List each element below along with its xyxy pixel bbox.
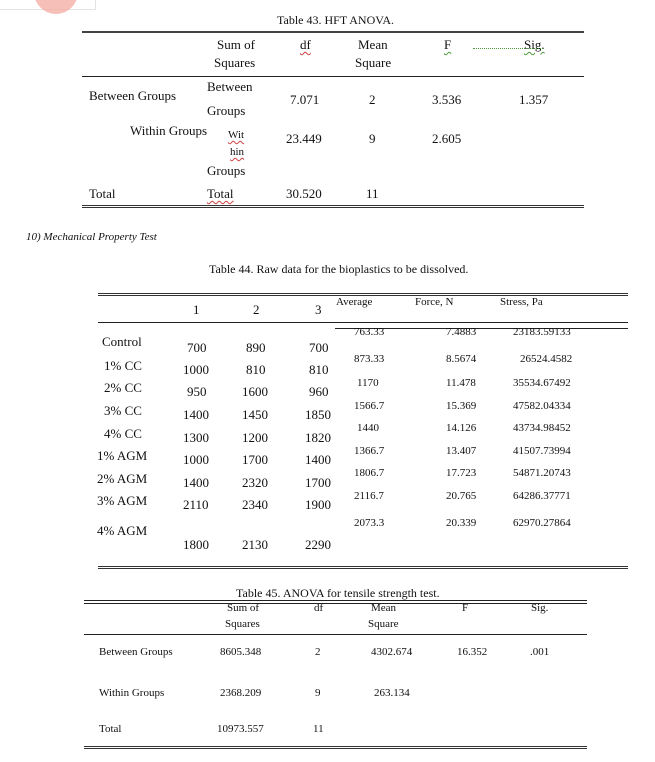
t44-header-1: 1 xyxy=(193,302,200,317)
t45-header-df: df xyxy=(314,602,324,614)
t44-cell-average: 1566.7 xyxy=(354,400,385,412)
t45-header-mean-l1: Mean xyxy=(371,602,397,614)
t44-cell-average: 2073.3 xyxy=(354,517,385,529)
t45-between-df: 2 xyxy=(315,646,321,658)
t45-total-label: Total xyxy=(99,723,122,735)
t44-row-label: 3% AGM xyxy=(97,493,148,508)
t45-within-df: 9 xyxy=(315,687,321,699)
t44-cell-c2: 1450 xyxy=(242,407,268,422)
t44-row-label: 3% CC xyxy=(104,403,142,418)
t43-within-df: 9 xyxy=(369,131,376,146)
t45-within-sum: 2368.209 xyxy=(220,687,262,699)
t43-header-f: F xyxy=(444,37,452,52)
t43-between-f: 1.357 xyxy=(519,92,549,107)
t44-cell-c3: 960 xyxy=(309,384,329,399)
t44-row-label: 2% AGM xyxy=(97,471,148,486)
t45-between-sig: .001 xyxy=(530,646,550,658)
t43-header-sig: Sig. xyxy=(524,37,545,52)
t43-between-sub2: Groups xyxy=(207,103,246,118)
t44-row-label: 4% CC xyxy=(104,426,142,441)
t44-cell-c1: 1800 xyxy=(183,537,209,552)
t43-within-sub2: hin xyxy=(230,146,245,158)
t43-header-sum-l2: Squares xyxy=(214,55,256,70)
t44-cell-c1: 1400 xyxy=(183,475,209,490)
t44-header-average: Average xyxy=(336,296,373,308)
t44-cell-c2: 1200 xyxy=(242,430,268,445)
table45-top-rule-a xyxy=(84,600,587,601)
t44-cell-c2: 810 xyxy=(246,362,266,377)
t44-cell-c1: 950 xyxy=(187,384,207,399)
t45-within-mean: 263.134 xyxy=(374,687,410,699)
t44-cell-average: 1440 xyxy=(357,422,379,434)
t43-header-sum-l1: Sum of xyxy=(217,37,255,52)
t43-between-sub1: Between xyxy=(207,79,253,94)
t44-cell-force: 20.765 xyxy=(446,490,477,502)
t43-within-sum: 23.449 xyxy=(286,131,322,146)
t44-cell-c3: 1900 xyxy=(305,497,331,512)
t44-cell-force: 17.723 xyxy=(446,467,477,479)
t43-between-sum: 7.071 xyxy=(290,92,320,107)
table44-bottom-rule xyxy=(98,566,628,569)
t43-within-label: Within Groups xyxy=(130,123,208,138)
t43-header-mean-l1: Mean xyxy=(358,37,388,52)
t44-row-label: Control xyxy=(102,334,142,349)
t44-row-label: 4% AGM xyxy=(97,523,148,538)
t44-cell-c3: 1820 xyxy=(305,430,331,445)
t45-between-mean: 4302.674 xyxy=(371,646,413,658)
t44-cell-force: 20.339 xyxy=(446,517,477,529)
t44-cell-c3: 1850 xyxy=(305,407,331,422)
t44-cell-c1: 2110 xyxy=(183,497,209,512)
t44-header-force: Force, N xyxy=(415,296,454,308)
t44-cell-force: 8.5674 xyxy=(446,353,477,365)
t44-cell-average: 1366.7 xyxy=(354,445,385,457)
t44-cell-c2: 890 xyxy=(246,340,266,355)
t44-cell-stress: 62970.27864 xyxy=(513,517,571,529)
t43-total-label: Total xyxy=(89,186,116,201)
table45-bottom-rule xyxy=(84,746,587,749)
t44-cell-average: 1170 xyxy=(357,377,379,389)
t44-cell-c3: 810 xyxy=(309,362,329,377)
t44-cell-force: 14.126 xyxy=(446,422,477,434)
t44-cell-force: 13.407 xyxy=(446,445,477,457)
t45-header-mean-l2: Square xyxy=(368,618,399,630)
t44-cell-average: 763.33 xyxy=(354,326,385,338)
table45-caption: Table 45. ANOVA for tensile strength test. xyxy=(236,586,440,600)
t43-within-sub3: Groups xyxy=(207,163,246,178)
t44-header-2: 2 xyxy=(253,302,260,317)
t44-cell-c1: 700 xyxy=(187,340,207,355)
t44-row-label: 1% AGM xyxy=(97,448,148,463)
t45-between-f: 16.352 xyxy=(457,646,488,658)
table43-top-rule xyxy=(82,31,584,33)
t44-cell-stress: 41507.73994 xyxy=(513,445,571,457)
t45-between-sum: 8605.348 xyxy=(220,646,262,658)
t44-cell-force: 7.4883 xyxy=(446,326,477,338)
t45-within-label: Within Groups xyxy=(99,687,165,699)
t43-header-df: df xyxy=(300,37,311,52)
t43-total-sum: 30.520 xyxy=(286,186,322,201)
t44-cell-average: 1806.7 xyxy=(354,467,385,479)
t43-total-sub: Total xyxy=(207,186,234,201)
t45-between-label: Between Groups xyxy=(99,646,173,658)
t44-cell-c3: 2290 xyxy=(305,537,331,552)
t44-cell-stress: 64286.37771 xyxy=(513,490,571,502)
table44-header-rule xyxy=(98,322,628,323)
t44-cell-c1: 1000 xyxy=(183,452,209,467)
t45-header-sum-l1: Sum of xyxy=(227,602,260,614)
t44-header-3: 3 xyxy=(315,302,322,317)
t44-cell-c3: 700 xyxy=(309,340,329,355)
t44-cell-force: 11.478 xyxy=(446,377,476,389)
table43-bottom-rule xyxy=(82,205,584,208)
t44-cell-c2: 1700 xyxy=(242,452,268,467)
t44-cell-c2: 1600 xyxy=(242,384,268,399)
t44-row-label: 2% CC xyxy=(104,380,142,395)
t43-within-sub1: Wit xyxy=(228,129,245,141)
t44-cell-c2: 2130 xyxy=(242,537,268,552)
t44-cell-stress: 43734.98452 xyxy=(513,422,571,434)
table45-header-rule xyxy=(84,634,587,635)
logo-icon xyxy=(34,0,78,14)
t44-cell-average: 2116.7 xyxy=(354,490,384,502)
t43-within-mean: 2.605 xyxy=(432,131,462,146)
t44-cell-c2: 2320 xyxy=(242,475,268,490)
t43-between-label: Between Groups xyxy=(89,88,177,103)
t44-cell-c3: 1700 xyxy=(305,475,331,490)
t45-header-sum-l2: Squares xyxy=(225,618,260,630)
t43-between-df: 2 xyxy=(369,92,376,107)
t44-cell-c2: 2340 xyxy=(242,497,268,512)
section-heading: 10) Mechanical Property Test xyxy=(26,231,157,243)
t43-between-mean: 3.536 xyxy=(432,92,462,107)
t44-cell-stress: 35534.67492 xyxy=(513,377,571,389)
t45-total-df: 11 xyxy=(313,723,324,735)
t43-header-wavy-link xyxy=(473,48,543,49)
t44-cell-c1: 1400 xyxy=(183,407,209,422)
t44-header-stress: Stress, Pa xyxy=(500,296,543,308)
table43-caption: Table 43. HFT ANOVA. xyxy=(277,13,395,27)
t44-cell-c1: 1300 xyxy=(183,430,209,445)
table45-top-rule-b xyxy=(84,603,587,604)
t44-cell-stress: 26524.4582 xyxy=(520,353,573,365)
t44-row-label: 1% CC xyxy=(104,358,142,373)
t45-header-f: F xyxy=(462,602,469,614)
t44-cell-average: 873.33 xyxy=(354,353,385,365)
t44-cell-c1: 1000 xyxy=(183,362,209,377)
t44-cell-stress: 47582.04334 xyxy=(513,400,571,412)
t44-cell-stress: 54871.20743 xyxy=(513,467,571,479)
table44-caption: Table 44. Raw data for the bioplastics to be dissolved. xyxy=(209,262,469,276)
t43-header-mean-l2: Square xyxy=(355,55,392,70)
t44-cell-c3: 1400 xyxy=(305,452,331,467)
t43-total-df: 11 xyxy=(366,186,379,201)
table43-header-rule xyxy=(82,76,584,77)
t45-total-sum: 10973.557 xyxy=(217,723,264,735)
t44-cell-stress: 23183.59133 xyxy=(513,326,571,338)
t44-cell-force: 15.369 xyxy=(446,400,477,412)
t45-header-sig: Sig. xyxy=(531,602,549,614)
